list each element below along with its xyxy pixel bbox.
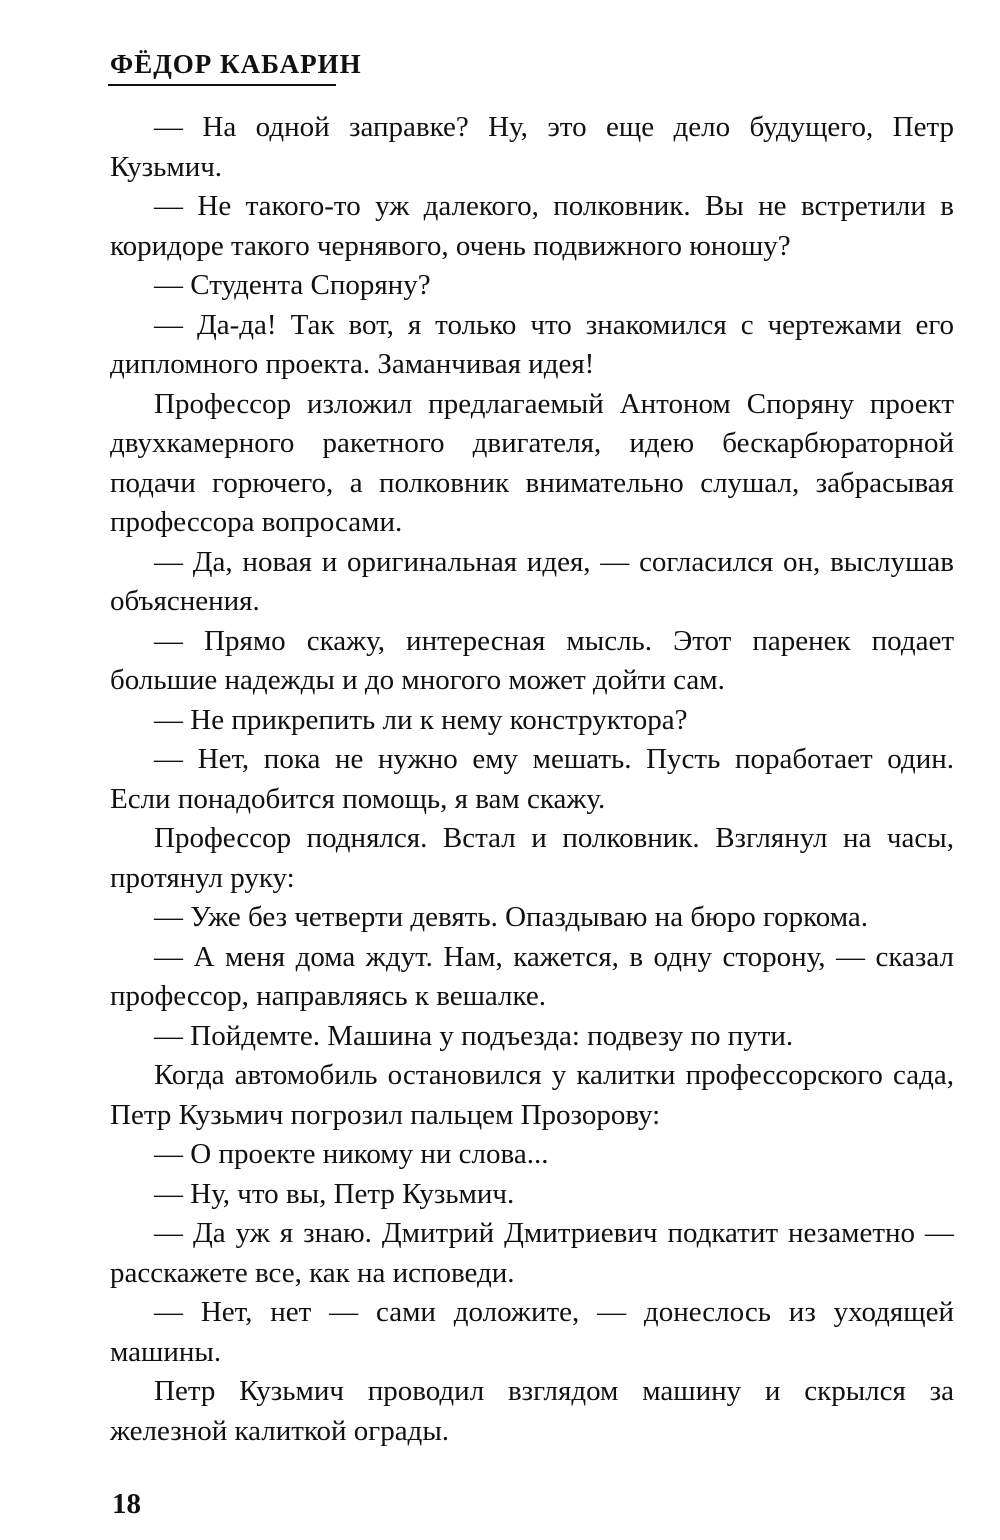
paragraph: — Пойдемте. Машина у подъезда: подвезу по пути. [154, 1019, 794, 1052]
paragraph: Профессор поднялся. Встал и полковник. Взглянул на часы, протянул руку: [110, 822, 954, 894]
running-header: ФЁДОР КАБАРИН [110, 49, 362, 79]
paragraph: — Прямо скажу, интересная мысль. Этот паренек подает большие надежды и до многого может дойти сам. [110, 624, 954, 696]
page-number: 18 [112, 1488, 141, 1520]
paragraph: — Нет, нет — сами доложите, — донеслось из уходящей машины. [110, 1296, 954, 1368]
paragraph: — Да, новая и оригинальная идея, — согласился он, выслушав объяснения. [110, 545, 954, 617]
header-underline [108, 84, 336, 86]
paragraph: — Ну, что вы, Петр Кузьмич. [154, 1177, 515, 1210]
paragraph: — Да-да! Так вот, я только что знакомился с чертежами его дипломного проекта. Заманчивая идея! [110, 308, 954, 380]
paragraph: Когда автомобиль остановился у калитки профессорского сада, Петр Кузьмич погрозил пальцем Прозорову: [110, 1059, 954, 1131]
paragraph: — Да уж я знаю. Дмитрий Дмитриевич подкатит незаметно — расскажете все, как на исповеди. [110, 1217, 954, 1289]
paragraph: — Не такого-то уж далекого, полковник. Вы не встретили в коридоре такого чернявого, очень подвижного юношу? [110, 190, 954, 262]
paragraph: — А меня дома ждут. Нам, кажется, в одну сторону, — сказал профессор, направляясь к вешалке. [110, 940, 954, 1012]
paragraph: Профессор изложил предлагаемый Антоном Споряну проект двухкамерного ракетного двигателя, идею бескарбюраторной подачи горючего, а полковник внимательно слушал, забрасывая профессора вопросами. [110, 387, 954, 538]
paragraph: — Уже без четверти девять. Опаздываю на бюро горкома. [154, 901, 868, 933]
paragraph: — На одной заправке? Ну, это еще дело будущего, Петр Кузьмич. [110, 111, 954, 183]
paragraph: — Студента Споряну? [154, 269, 431, 301]
paragraph: — Не прикрепить ли к нему конструктора? [154, 703, 688, 736]
paragraph: — Нет, пока не нужно ему мешать. Пусть поработает один. Если понадобится помощь, я вам скажу. [110, 743, 954, 815]
paragraph: Петр Кузьмич проводил взглядом машину и скрылся за железной калиткой ограды. [110, 1375, 954, 1447]
paragraph: — О проекте никому ни слова... [154, 1138, 549, 1170]
body-text [110, 108, 954, 1451]
